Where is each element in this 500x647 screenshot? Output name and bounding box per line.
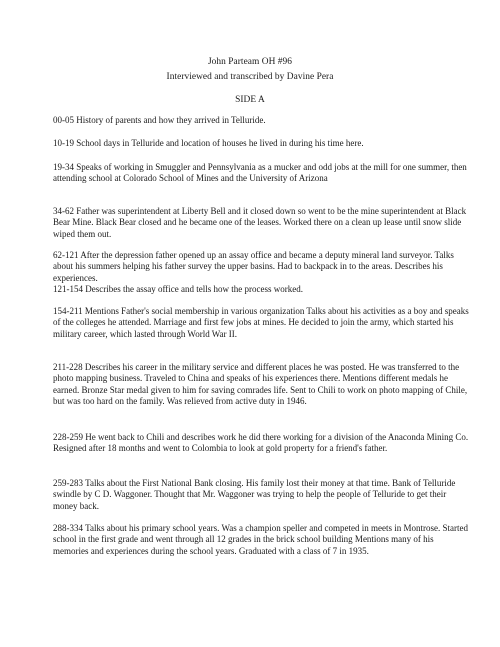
transcript-entry	[53, 115, 470, 126]
entry-text: 34-62 Father was superintendent at Liberty Bell and it closed down so went to be the mine superintendent at Black Bear Mine. Black Bear closed and he became one of the leases. Worked there on a clean up lease until snow slide wiped them out.	[53, 206, 467, 239]
document-title: John Parteam OH #96	[207, 57, 292, 67]
entry-text: 259-283 Talks about the First National Bank closing. His family lost their money at that time. Bank of Telluride swindle by C D. Waggoner. Thought that Mr. Waggoner was trying to help the people of Telluride to get their money back.	[53, 478, 456, 511]
entry-text: 10-19 School days in Telluride and location of houses he lived in during his time here.	[53, 138, 364, 148]
entry-text: 211-228 Describes his career in the military service and different places he was posted. He was transferred to the photo mapping business. Traveled to China and speaks of his experiences there. Mentions different medals he earned. Bronze Star medal given to him for saving comrades life. Sent to Chili to work on photo mapping of Chile, but was too hard on the family. Was relieved from active duty in 1946.	[53, 362, 468, 407]
entry-text: 288-334 Talks about his primary school years. Was a champion speller and competed in meets in Montrose. Started school in the first grade and went through all 12 grades in the brick school building Mentions many of his memories and experiences during the school years. Graduated with a class of 7 in 1935.	[53, 523, 468, 556]
entry-text: 121-154 Describes the assay office and tells how the process worked.	[53, 284, 304, 295]
transcript-entry	[53, 206, 470, 240]
transcript-entry	[53, 478, 470, 512]
entry-text: 154-211 Mentions Father's social membership in various organization Talks about his activities as a boy and speaks of the colleges he attended. Marriage and first few jobs at mines. He decided to join the army, which started his military career, which lasted through World War II.	[53, 306, 469, 339]
section-heading: SIDE A	[235, 95, 265, 105]
transcript-entry	[53, 306, 470, 340]
transcript-entry	[53, 250, 470, 296]
transcript-entry	[53, 362, 470, 408]
entry-text: 62-121 After the depression father opened up an assay office and became a deputy mineral land surveyor. Talks about his summers helping his father survey the upper basins. Had to backpack in to the areas. Describes his experiences.	[53, 250, 454, 283]
entry-text: 228-259 He went back to Chili and describes work he did there working for a division of the Anaconda Mining Co. Resigned after 18 months and went to Colombia to look at gold property for a friend's father.	[53, 432, 469, 454]
entry-text: 19-34 Speaks of working in Smuggler and Pennsylvania as a mucker and odd jobs at the mill for one summer, then attending school at Colorado School of Mines and the University of Arizona	[53, 162, 467, 184]
transcript-entry	[53, 138, 470, 149]
transcript-entry	[53, 162, 470, 185]
document-subtitle: Interviewed and transcribed by Davine Pera	[166, 72, 334, 82]
entry-text: 00-05 History of parents and how they arrived in Telluride.	[53, 115, 266, 125]
transcript-entry	[53, 523, 470, 557]
transcript-entry	[53, 432, 470, 455]
